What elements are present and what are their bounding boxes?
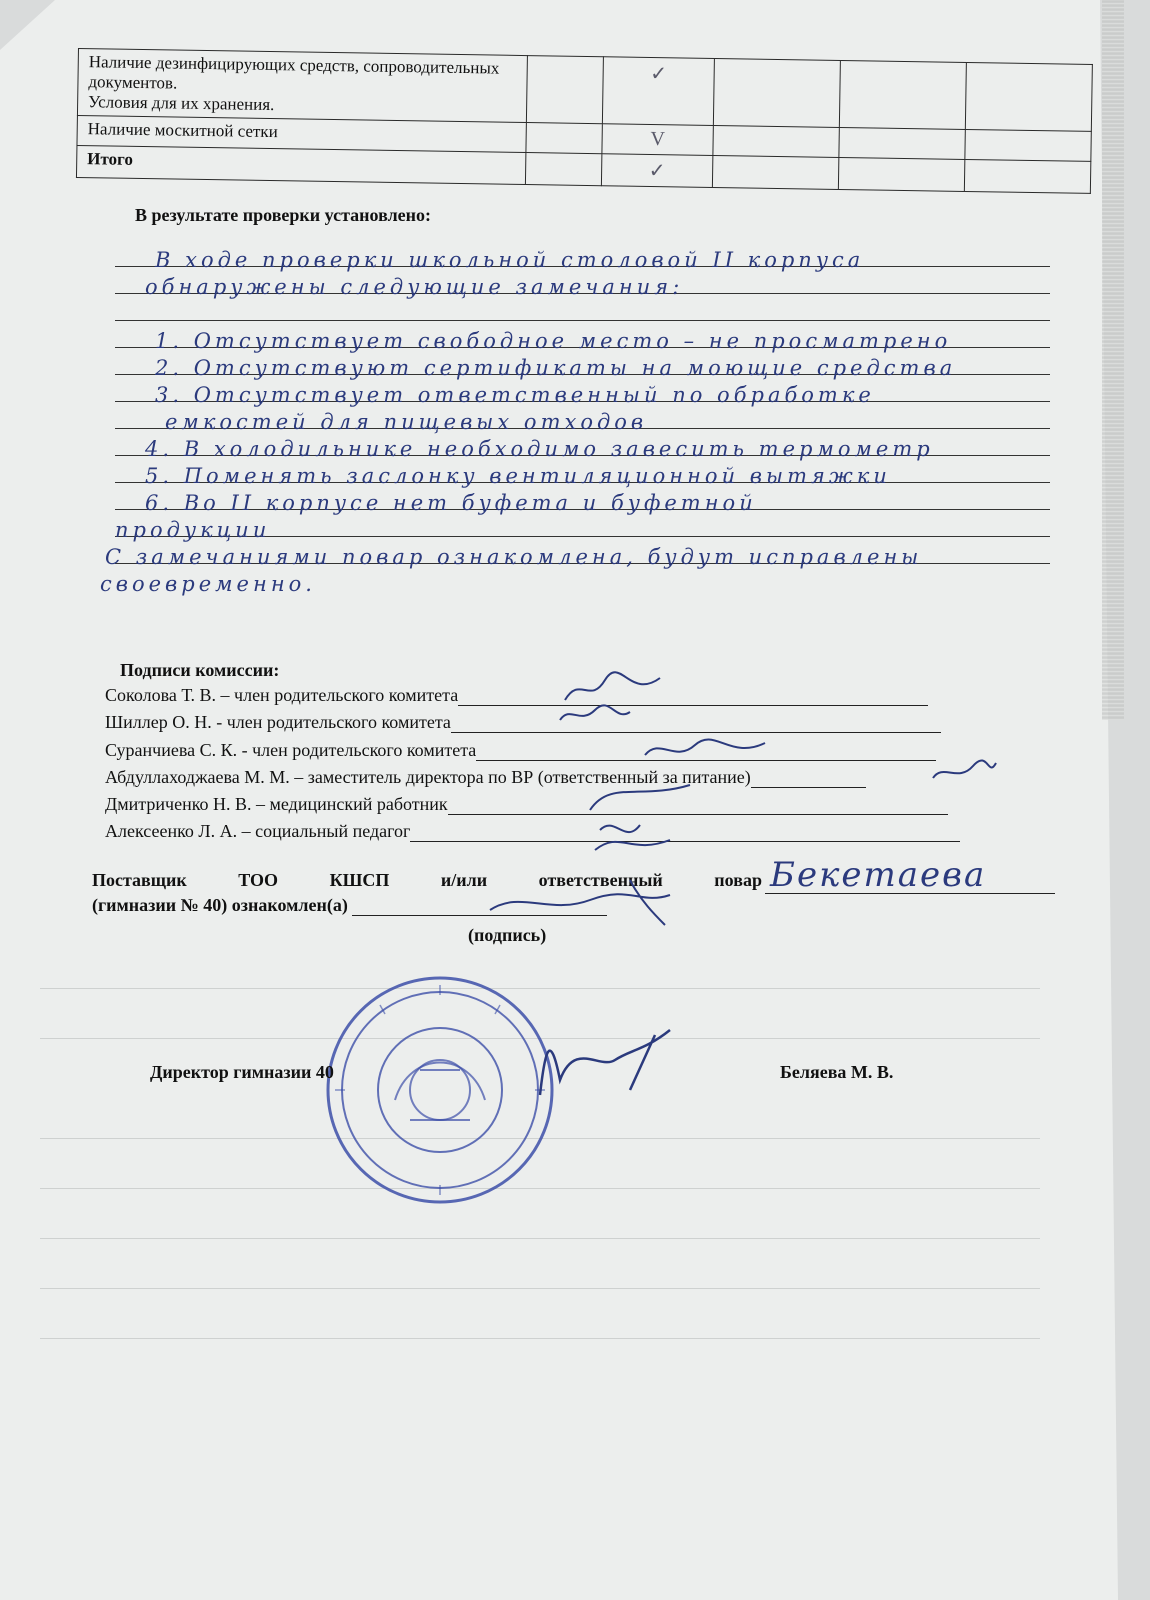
table-cell <box>964 159 1090 193</box>
member-name: Шиллер О. Н. - член родительского комитета <box>105 712 451 732</box>
signature-row <box>105 821 960 842</box>
handwritten-text: 3. Отсутствует ответственный по обработке <box>155 383 875 407</box>
director-signature <box>520 1020 680 1110</box>
table-cell <box>713 125 839 157</box>
handwritten-text: 2. Отсутствуют сертификаты на моющие средства <box>155 356 957 380</box>
signature-line <box>458 687 928 706</box>
signature-row <box>105 685 928 706</box>
table-cell <box>838 157 964 191</box>
finding-line <box>115 456 1050 488</box>
handwritten-text: 6. Во II корпусе нет буфета и буфетной <box>145 491 757 515</box>
handwritten-findings <box>100 240 1050 596</box>
member-name: Соколова Т. В. – член родительского комитета <box>105 685 459 705</box>
paper-edge <box>1102 0 1124 720</box>
table-cell <box>526 56 603 124</box>
table-cell <box>965 62 1092 131</box>
check-mark: ✓ <box>602 57 714 126</box>
signature-scribble <box>480 870 680 930</box>
check-mark: ✓ <box>601 154 712 188</box>
table-cell <box>965 129 1091 161</box>
finding-line <box>115 267 1050 299</box>
signature-caption: (подпись) <box>468 925 547 945</box>
supplier-word: ТОО <box>238 870 279 890</box>
table-cell-label <box>77 49 527 123</box>
supplier-word: повар <box>714 870 762 890</box>
supplier-word: КШСП <box>329 870 390 890</box>
signature-scribble <box>580 770 700 860</box>
director-title: Директор гимназии 40 <box>150 1062 334 1082</box>
director-name: Беляева М. В. <box>780 1062 894 1082</box>
result-heading: В результате проверки установлено: <box>135 205 432 225</box>
finding-line <box>105 537 1050 569</box>
finding-line <box>115 240 1050 272</box>
member-name: Абдуллаходжаева М. М. – заместитель директора по ВР (ответственный за питание) <box>105 767 751 787</box>
signature-row <box>105 767 866 788</box>
finding-line <box>115 402 1050 434</box>
signature-row <box>105 794 948 815</box>
handwritten-text: обнаружены следующие замечания: <box>145 275 684 299</box>
row-label: Наличие дезинфицирующих средств, сопроводительных документов. <box>88 52 500 93</box>
finding-line <box>115 321 1050 353</box>
handwritten-text: своевременно. <box>100 572 316 596</box>
signatures-heading: Подписи комиссии: <box>120 660 280 680</box>
finding-line <box>115 348 1050 380</box>
bleed-through-line <box>40 1250 1040 1289</box>
signature-line <box>451 714 941 733</box>
finding-line <box>115 483 1050 515</box>
signature-scribble <box>928 758 998 788</box>
handwritten-text: В ходе проверки школьной столовой II корпуса <box>155 248 865 272</box>
supplier-word: ответственный <box>538 870 663 890</box>
table-cell <box>525 153 601 186</box>
table-cell <box>839 60 966 129</box>
member-name: Алексеенко Л. А. – социальный педагог <box>105 821 411 841</box>
signature-row <box>105 740 936 761</box>
handwritten-text: 4. В холодильнике необходимо завесить термометр <box>145 437 934 461</box>
row-label-sub: Условия для их хранения. <box>88 92 275 115</box>
handwritten-text: продукции <box>115 518 271 542</box>
signature-scribble <box>555 700 635 730</box>
table-cell-label: Итого <box>76 145 525 184</box>
signature-line <box>751 769 866 788</box>
member-name: Дмитриченко Н. В. – медицинский работник <box>105 794 448 814</box>
supplier-text: (гимназии № 40) ознакомлен(а) <box>92 895 348 915</box>
check-mark: V <box>602 124 713 156</box>
member-name: Суранчиева С. К. - член родительского комитета <box>105 740 477 760</box>
finding-line <box>115 375 1050 407</box>
finding-line <box>115 510 1050 542</box>
finding-line <box>115 294 1050 321</box>
bleed-through-line <box>40 1300 1040 1339</box>
handwritten-text: 5. Поменять заслонку вентиляционной вытяжки <box>145 464 891 488</box>
signature-scribble <box>640 735 770 765</box>
signature-row <box>105 712 941 733</box>
handwritten-text: емкостей для пищевых отходов <box>165 410 648 434</box>
table-cell-label: Наличие москитной сетки <box>77 115 526 152</box>
supplier-word: и/или <box>440 870 488 890</box>
table-cell <box>712 155 838 189</box>
finding-line <box>100 564 1050 596</box>
supplier-word: Поставщик <box>92 870 187 890</box>
table-cell <box>839 127 965 159</box>
handwritten-text: С замечаниями повар ознакомлена, будут исправлены <box>105 545 923 569</box>
handwritten-text: 1. Отсутствует свободное место – не просматрено <box>155 329 952 353</box>
finding-line <box>115 429 1050 461</box>
table-cell <box>713 58 840 127</box>
table-cell <box>526 123 602 154</box>
checklist-table <box>76 48 1093 194</box>
handwritten-signature: Бекетаева <box>770 855 987 895</box>
